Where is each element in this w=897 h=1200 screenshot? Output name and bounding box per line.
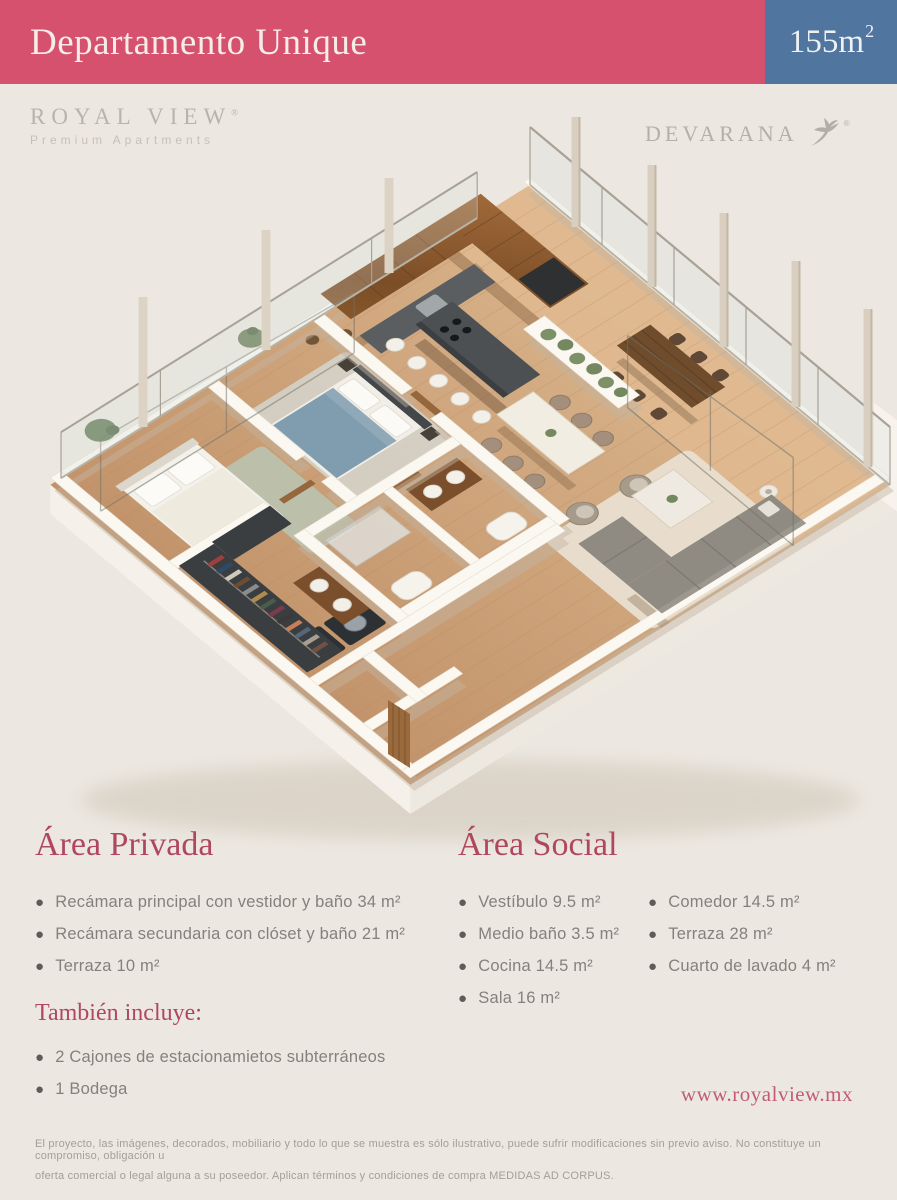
list-item-text: 2 Cajones de estacionamietos subterráneos bbox=[55, 1048, 386, 1066]
registered-mark: ® bbox=[231, 107, 239, 118]
bullet-icon: ● bbox=[458, 894, 468, 911]
area-value: 155m bbox=[788, 23, 865, 60]
website-link[interactable]: www.royalview.mx bbox=[680, 1082, 853, 1106]
tambien-incluye-list bbox=[35, 1048, 385, 1099]
list-item bbox=[35, 1048, 385, 1067]
list-item-text: Recámara secundaria con clóset y baño 21 m² bbox=[55, 925, 406, 943]
list-item bbox=[648, 925, 836, 944]
footer-disclaimer-line2: oferta comercial o legal alguna a su poseedor. Aplican términos y condiciones de compra MEDIDAS AD CORPUS. bbox=[35, 1170, 614, 1182]
list-item bbox=[458, 989, 619, 1008]
list-item-text: Cocina 14.5 m² bbox=[478, 957, 593, 975]
list-item-text: Medio baño 3.5 m² bbox=[478, 925, 620, 943]
list-item bbox=[458, 957, 619, 976]
list-item-text: Cuarto de lavado 4 m² bbox=[668, 957, 836, 975]
area-badge: 155m $^2$ bbox=[765, 0, 897, 84]
section-title-tambien-incluye: También incluye: bbox=[35, 1000, 202, 1026]
list-item bbox=[35, 925, 405, 944]
bullet-icon: ● bbox=[458, 958, 468, 975]
royal-view-tagline: Premium Apartments bbox=[30, 133, 215, 147]
area-social-col2 bbox=[648, 893, 836, 976]
bullet-icon: ● bbox=[458, 926, 468, 943]
list-item bbox=[648, 893, 836, 912]
list-item-text: Recámara principal con vestidor y baño 34 m² bbox=[55, 893, 401, 911]
devarana-name: DEVARANA bbox=[645, 120, 798, 146]
bullet-icon: ● bbox=[35, 1049, 45, 1066]
list-item-text: Terraza 10 m² bbox=[55, 957, 160, 975]
bullet-icon: ● bbox=[35, 926, 45, 943]
list-item-text: Vestíbulo 9.5 m² bbox=[478, 893, 601, 911]
list-item bbox=[458, 925, 619, 944]
list-item-text: Comedor 14.5 m² bbox=[668, 893, 800, 911]
bullet-icon: ● bbox=[648, 958, 658, 975]
hummingbird-icon bbox=[808, 117, 842, 152]
list-item bbox=[458, 893, 619, 912]
bullet-icon: ● bbox=[648, 926, 658, 943]
list-item bbox=[35, 893, 405, 912]
royal-view-name: ROYAL VIEW bbox=[30, 104, 232, 129]
bullet-icon: ● bbox=[35, 958, 45, 975]
list-item-text: Sala 16 m² bbox=[478, 989, 561, 1007]
royal-view-logo bbox=[30, 104, 238, 147]
footer-disclaimer-line1: El proyecto, las imágenes, decorados, mobiliario y todo lo que se muestra es sólo ilustrativo, puede sufrir modificaciones sin previo aviso. No constituye un compromiso, obligación u bbox=[35, 1138, 821, 1162]
bullet-icon: ● bbox=[648, 894, 658, 911]
bullet-icon: ● bbox=[35, 1081, 45, 1098]
list-item bbox=[648, 957, 836, 976]
area-privada-list bbox=[35, 893, 405, 976]
header-bar bbox=[0, 0, 897, 84]
list-item bbox=[35, 957, 405, 976]
registered-mark: ® bbox=[843, 119, 850, 128]
devarana-logo bbox=[645, 116, 848, 151]
bullet-icon: ● bbox=[35, 894, 45, 911]
list-item-text: 1 Bodega bbox=[55, 1080, 128, 1098]
page-title: Departamento Unique bbox=[30, 21, 368, 63]
section-title-area-privada: Área Privada bbox=[35, 826, 214, 863]
bullet-icon: ● bbox=[458, 990, 468, 1007]
area-social-col1 bbox=[458, 893, 619, 1008]
list-item bbox=[35, 1080, 385, 1099]
list-item-text: Terraza 28 m² bbox=[668, 925, 773, 943]
section-title-area-social: Área Social bbox=[458, 826, 618, 863]
